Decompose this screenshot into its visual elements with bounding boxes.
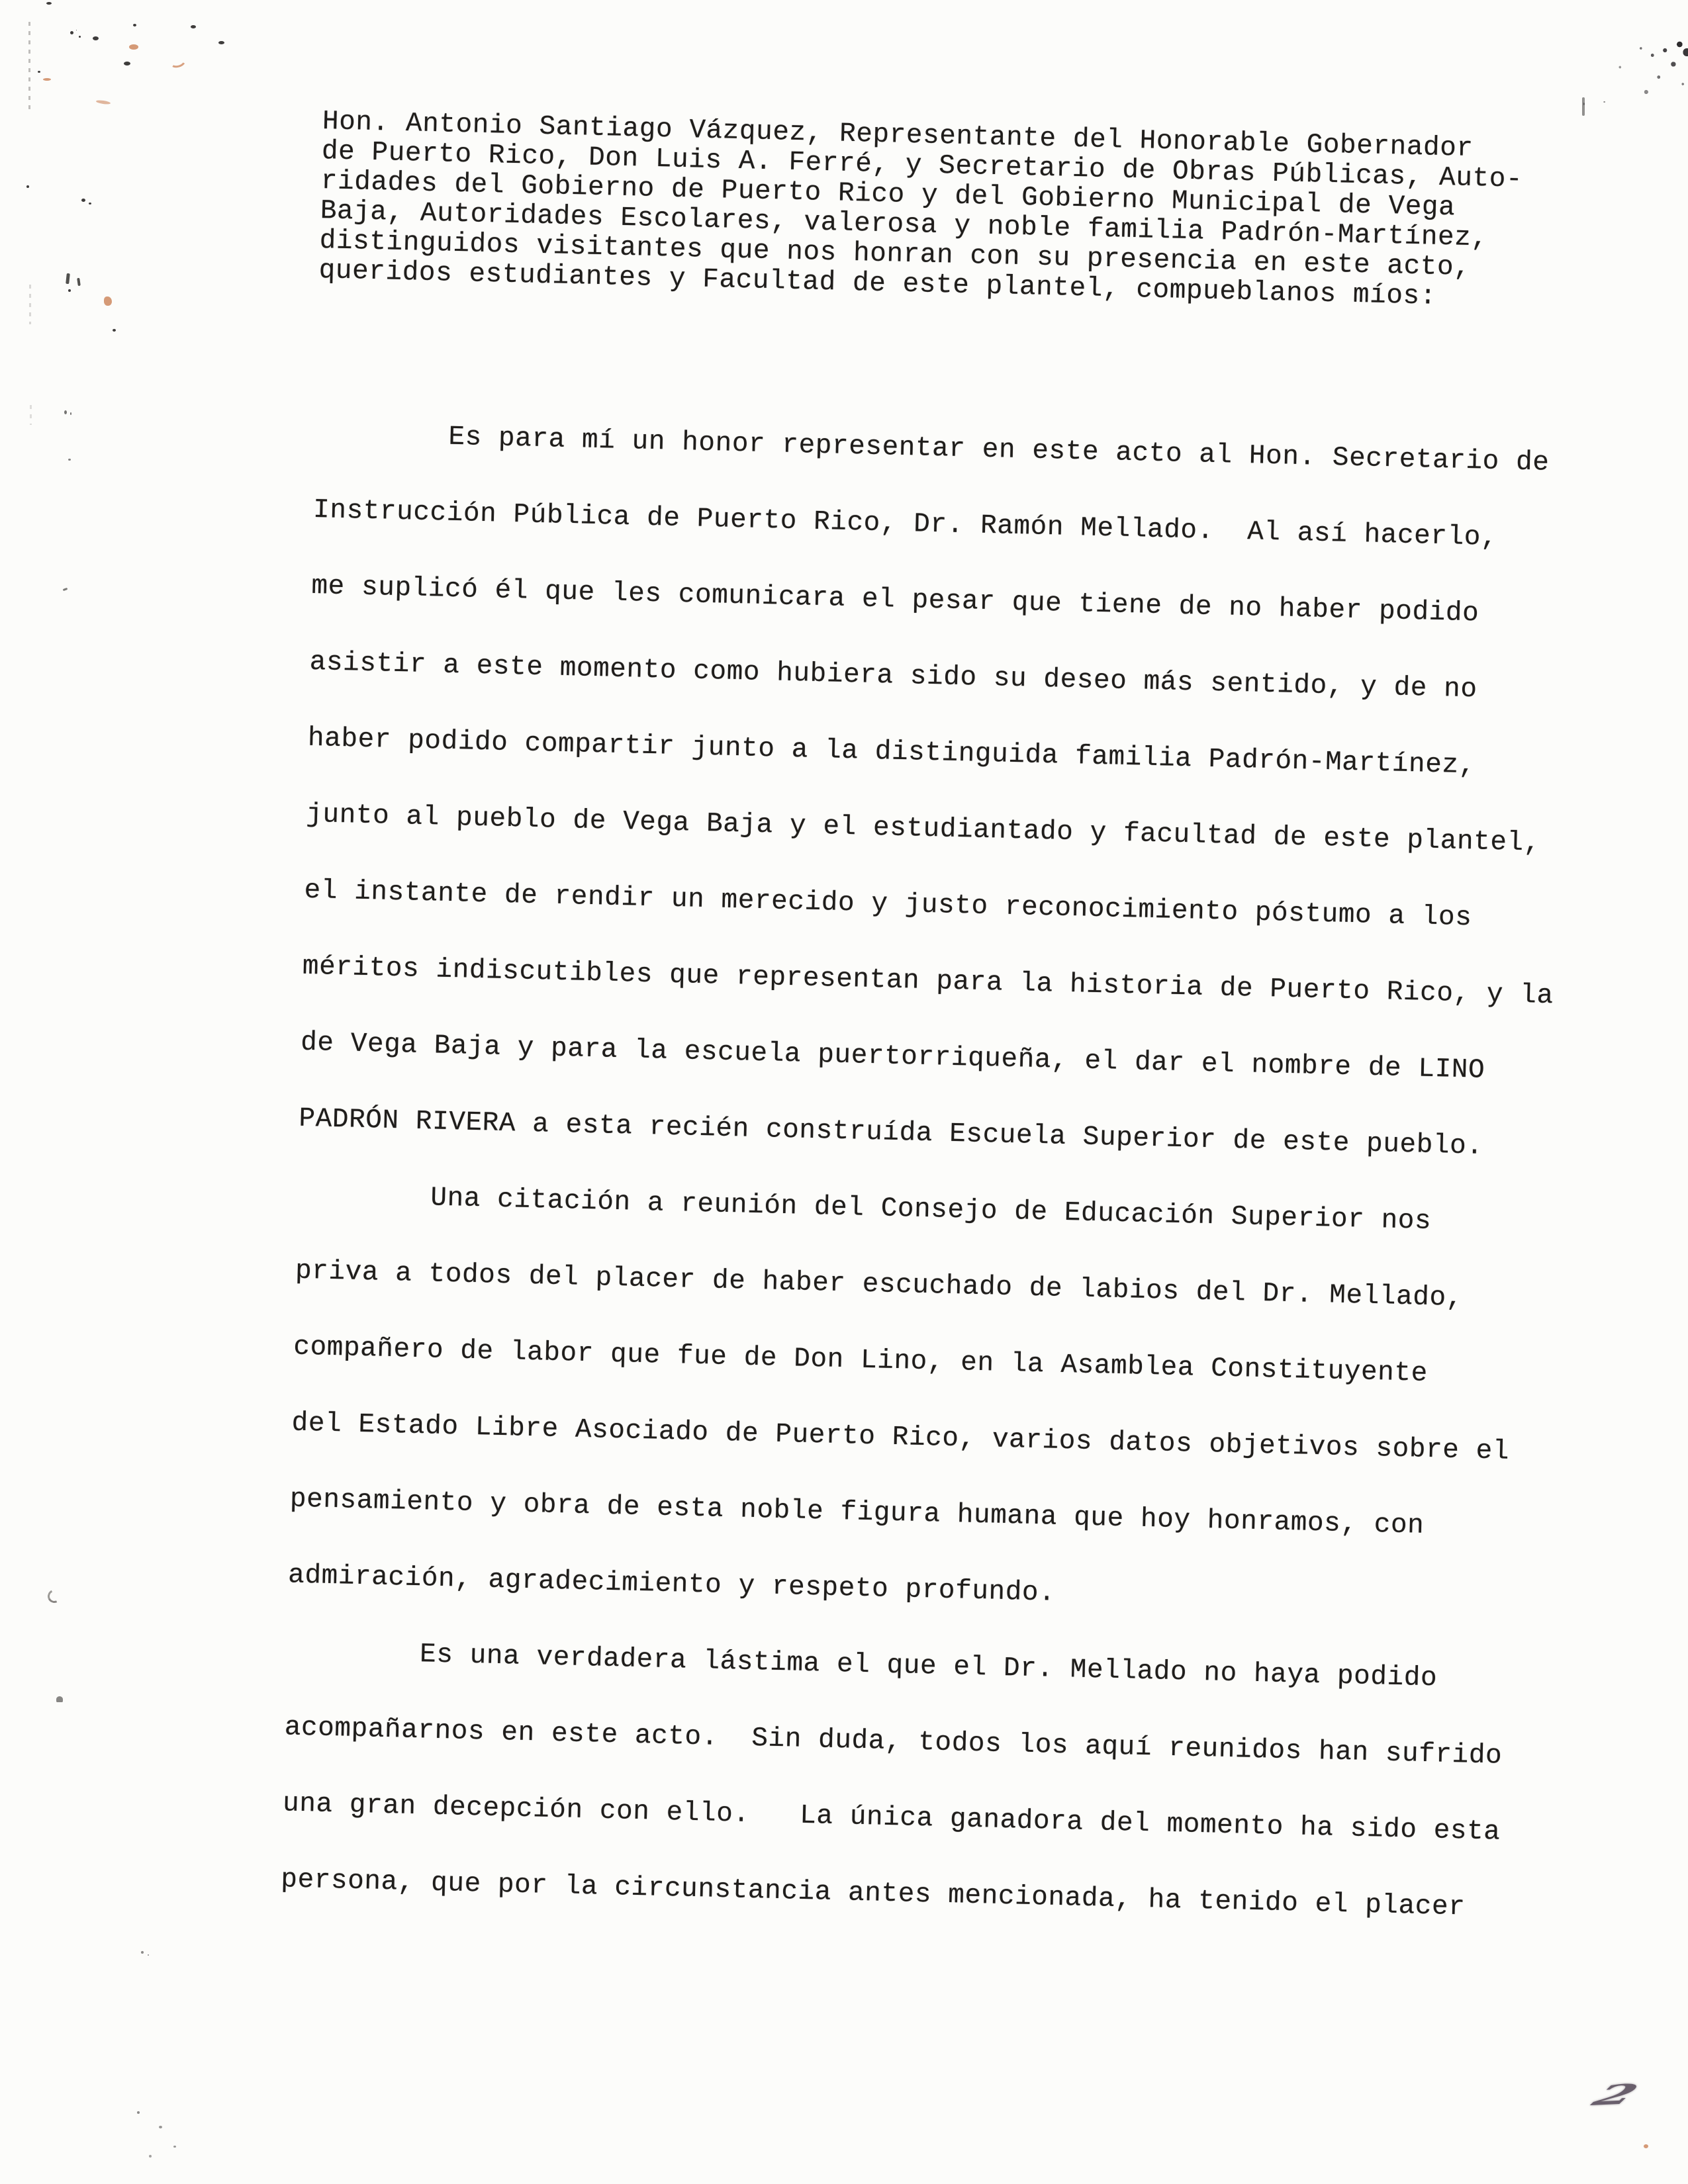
- scan-speck: [38, 71, 40, 73]
- salutation-paragraph: Hon. Antonio Santiago Vázquez, Representante del Honorable Gobernador de Puerto Rico, Don Luis A. Ferré, y Secretario de Obras Públicas, Auto- ridades del Gobierno de Puerto Rico y del Gobierno Municipal de Vega Baja, Autoridades Escolares, valerosa y noble familia Padrón-Martínez, distinguidos visitantes que nos honran con su presencia en este acto, queridos estudiantes y Facultad de este plantel, compueblanos míos:: [318, 107, 1523, 312]
- body-paragraph-3: Una citación a reunión del Consejo de Educación Superior nos priva a todos del placer de haber escuchado de labios del Dr. Mellado, compañero de labor que fue de Don Lino, en la Asamblea Constituyente del Estado Libre Asociado de Puerto Rico, varios datos objetivos sobre el pensamiento y obra de esta noble figura humana que hoy honramos, con admiración, agradecimiento y respeto profundo.: [287, 1179, 1510, 1609]
- scan-edge-dashes: [29, 285, 31, 324]
- rust-smudge: [1644, 2144, 1648, 2148]
- rust-smudge: [167, 52, 187, 69]
- page-number-handwritten: 2: [1585, 2077, 1646, 2112]
- ink-smudge-top-right: [1583, 23, 1688, 122]
- scan-speck: [141, 1951, 144, 1954]
- typed-text-block: [280, 107, 1633, 1949]
- scan-edge-dashes: [28, 22, 30, 114]
- scan-speck: [149, 2155, 152, 2158]
- rust-smudge: [96, 99, 111, 105]
- stray-mark: [46, 1588, 63, 1605]
- scan-speck: [159, 2126, 162, 2128]
- scan-speck: [124, 62, 130, 66]
- scan-speck: [26, 185, 29, 188]
- scan-speck: [191, 25, 196, 28]
- scan-speck: [46, 2, 52, 5]
- scan-speck: [173, 2146, 176, 2148]
- scan-speck: [81, 199, 85, 202]
- scan-speck: [218, 41, 224, 44]
- scan-speck: [70, 31, 73, 34]
- scan-speck: [64, 410, 67, 414]
- body-paragraph-4: Es una verdadera lástima el que el Dr. Mellado no haya podido acompañarnos en este acto. Sin duda, todos los aquí reunidos han sufrido una gran decepción con ello. La única ganadora del momento ha sido esta persona, que por la circunstancia antes mencionada, ha tenido el placer: [280, 1636, 1503, 1923]
- scan-speck: [137, 2111, 140, 2114]
- stray-mark: [63, 588, 68, 591]
- scan-speck: [113, 329, 116, 332]
- rust-smudge: [129, 44, 138, 50]
- stray-mark: [66, 273, 70, 284]
- rust-smudge: [43, 78, 51, 81]
- scan-speck: [1582, 97, 1585, 116]
- scan-edge-dashes: [30, 405, 32, 425]
- scan-speck: [68, 459, 71, 461]
- stray-mark: [56, 1696, 63, 1702]
- scan-speck: [68, 289, 71, 292]
- stray-mark: [77, 278, 81, 286]
- scan-speck: [133, 24, 136, 26]
- scan-speck: [93, 36, 99, 40]
- rust-smudge: [104, 296, 112, 306]
- body-paragraph-2: Es para mí un honor representar en este acto al Hon. Secretario de Instrucción Pública de Puerto Rico, Dr. Ramón Mellado. Al así hacerlo, me suplicó él que les comunicara el pesar que tiene de no haber podido asistir a este momento como hubiera sido su deseo más sentido, y de no haber podido compartir junto a la distinguida familia Padrón-Martínez, junto al pueblo de Vega Baja y el estudiantado y facultad de este plantel, el instante de rendir un merecido y justo reconocimiento póstumo a los méritos indiscutibles que representan para la historia de Puerto Rico, y la de Vega Baja y para la escuela puertorriqueña, el dar el nombre de LINO PADRÓN RIVERA a esta recién construída Escuela Superior de este pueblo.: [298, 418, 1554, 1162]
